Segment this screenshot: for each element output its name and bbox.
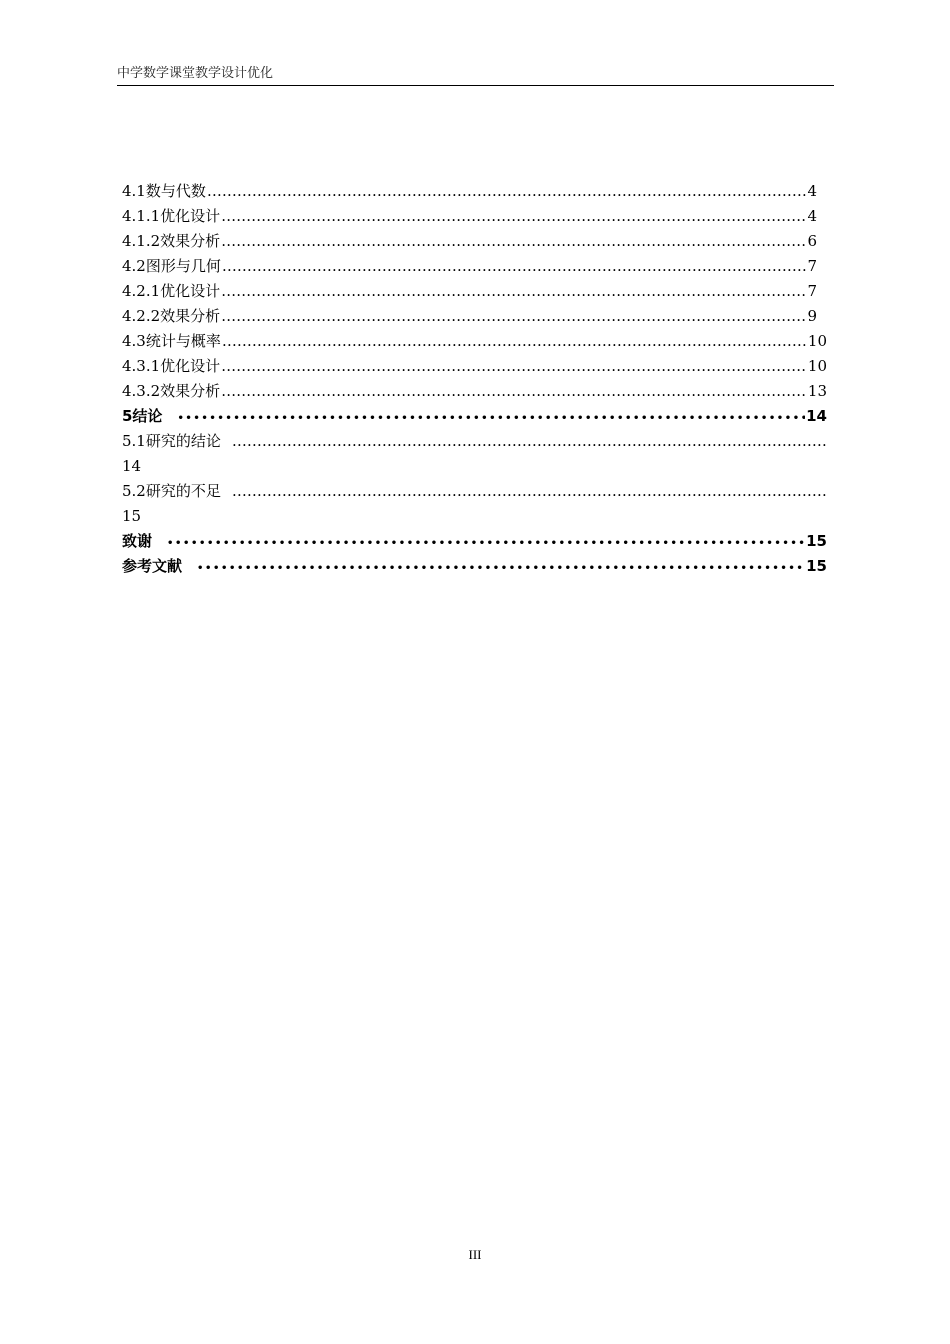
toc-entry-page: 13 [807,382,827,400]
toc-entry[interactable] [122,304,827,329]
toc-entry-label: 5.1研究的结论 [122,432,221,450]
toc-entry[interactable] [122,479,827,504]
toc-entry-label: 5.2研究的不足 [122,482,221,500]
toc-entry[interactable] [122,529,827,554]
toc-entry[interactable] [122,254,827,279]
toc-leader-dots [167,529,805,556]
toc-entry-label: 4.3统计与概率 [122,332,221,350]
toc-entry-page: 14 [806,407,827,425]
toc-entry-page: 4 [807,182,817,200]
toc-entry-label: 参考文献 [122,557,183,575]
toc-entry-page: 9 [807,307,817,325]
toc-leader-dots [221,379,807,404]
toc-entry-label: 4.1.2效果分析 [122,232,221,250]
toc-entry[interactable] [122,204,827,229]
toc-entry-page: 7 [807,257,817,275]
toc-entry[interactable] [122,354,827,379]
table-of-contents [122,179,827,579]
toc-entry-page-wrapped: 15 [122,507,142,525]
toc-leader-dots [221,354,807,379]
toc-entry-page: 15 [806,532,827,550]
toc-entry[interactable] [122,404,827,429]
toc-entry-label: 致谢 [122,532,153,550]
toc-entry[interactable] [122,229,827,254]
toc-entry-label: 4.1数与代数 [122,182,206,200]
toc-entry-label: 4.3.1优化设计 [122,357,221,375]
toc-entry-label: 5结论 [122,407,163,425]
toc-leader-dots [222,329,807,354]
toc-entry-label: 4.3.2效果分析 [122,382,221,400]
toc-entry-page: 6 [807,232,817,250]
page-footer [0,1247,950,1263]
toc-entry[interactable] [122,554,827,579]
toc-entry-page: 10 [807,332,827,350]
toc-entry-page-wrapped: 14 [122,457,142,475]
toc-entry-page: 7 [807,282,817,300]
toc-leader-dots [221,229,806,254]
toc-entry-page: 10 [807,357,827,375]
toc-leader-dots [232,479,826,504]
toc-leader-dots [177,404,805,431]
toc-entry[interactable] [122,429,827,454]
toc-entry-label: 4.2图形与几何 [122,257,221,275]
toc-leader-dots [221,204,806,229]
toc-leader-dots [232,429,826,454]
toc-entry-label: 4.2.2效果分析 [122,307,221,325]
page-number: III [468,1247,482,1262]
header-title: 中学数学课堂教学设计优化 [117,66,274,81]
toc-entry-label: 4.2.1优化设计 [122,282,221,300]
toc-entry[interactable] [122,279,827,304]
toc-entry-page: 15 [806,557,827,575]
toc-leader-dots [221,304,806,329]
page-header [117,65,834,86]
toc-entry[interactable] [122,379,827,404]
toc-entry[interactable] [122,179,827,204]
toc-leader-dots [197,554,805,581]
toc-leader-dots [221,279,806,304]
toc-entry-page: 4 [807,207,817,225]
toc-leader-dots [222,254,807,279]
toc-entry-label: 4.1.1优化设计 [122,207,221,225]
toc-entry[interactable] [122,329,827,354]
toc-leader-dots [207,179,807,204]
